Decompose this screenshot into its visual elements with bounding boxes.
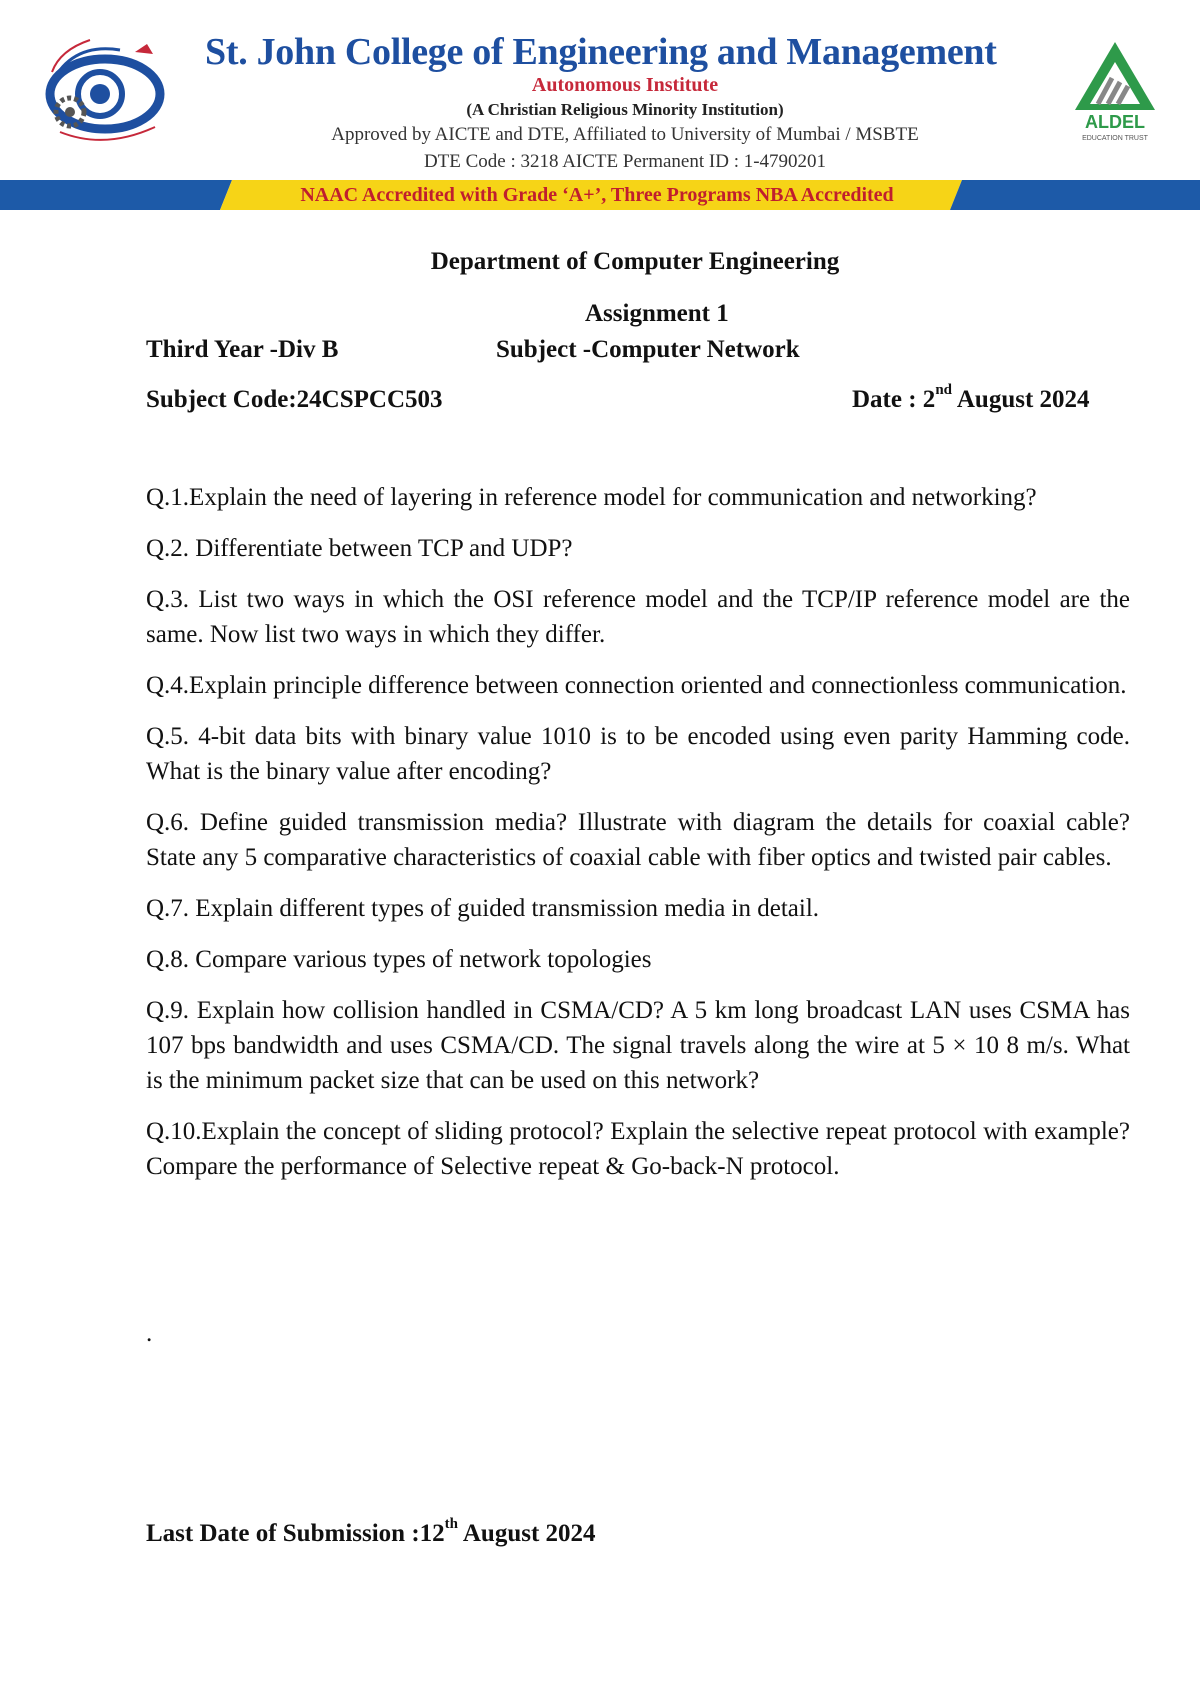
question-1: Q.1.Explain the need of layering in reference model for communication and networking? <box>146 484 1037 511</box>
subject-code: Subject Code:24CSPCC503 <box>146 386 443 413</box>
year-division: Third Year -Div B <box>146 336 339 363</box>
assignment-date: Date : 2nd August 2024 <box>852 382 1090 413</box>
college-name: St. John College of Engineering and Management <box>205 31 997 73</box>
submission-deadline: Last Date of Submission :12th August 2024 <box>146 1516 596 1547</box>
question-7: Q.7. Explain different types of guided transmission media in detail. <box>146 895 820 922</box>
department-title: Department of Computer Engineering <box>430 248 840 275</box>
aldel-logo <box>1060 38 1170 148</box>
minority-label: (A Christian Religious Minority Institution) <box>466 100 784 119</box>
aldel-logo-text: ALDEL <box>1085 112 1145 132</box>
stray-mark: . <box>146 1320 153 1347</box>
aldel-logo-subtext: EDUCATION TRUST <box>1082 135 1148 142</box>
approval-line: Approved by AICTE and DTE, Affiliated to University of Mumbai / MSBTE <box>331 124 919 145</box>
codes-line: DTE Code : 3218 AICTE Permanent ID : 1-4790201 <box>423 151 827 172</box>
question-10: Q.10.Explain the concept of sliding protocol? Explain the selective repeat protocol with example? Compare the performance of Selective repeat & Go-back-N protocol. <box>146 1118 1130 1180</box>
question-3: Q.3. List two ways in which the OSI reference model and the TCP/IP reference model are the same. Now list two ways in which they differ. <box>146 586 1130 648</box>
letterhead <box>0 0 1200 215</box>
assignment-title: Assignment 1 <box>585 300 729 327</box>
question-4: Q.4.Explain principle difference between connection oriented and connectionless communication. <box>146 672 1127 699</box>
question-5: Q.5. 4-bit data bits with binary value 1010 is to be encoded using even parity Hamming code. What is the binary value after encoding? <box>146 723 1130 785</box>
autonomous-label: Autonomous Institute <box>531 74 719 96</box>
subject-name: Subject -Computer Network <box>496 336 800 363</box>
accreditation-text: NAAC Accredited with Grade ‘A+’, Three Programs NBA Accredited <box>300 184 894 206</box>
question-8: Q.8. Compare various types of network topologies <box>146 946 652 973</box>
question-list <box>146 480 1130 1200</box>
question-9: Q.9. Explain how collision handled in CSMA/CD? A 5 km long broadcast LAN uses CSMA has 107 bps bandwidth and uses CSMA/CD. The signal travels along the wire at 5 × 10 8 m/s. What is the minimum packet size that can be used on this network? <box>146 997 1130 1094</box>
question-6: Q.6. Define guided transmission media? Illustrate with diagram the details for coaxial cable? State any 5 comparative characteristics of coaxial cable with fiber optics and twisted pair cables. <box>146 809 1130 871</box>
college-logo <box>30 32 190 152</box>
question-2: Q.2. Differentiate between TCP and UDP? <box>146 535 573 562</box>
